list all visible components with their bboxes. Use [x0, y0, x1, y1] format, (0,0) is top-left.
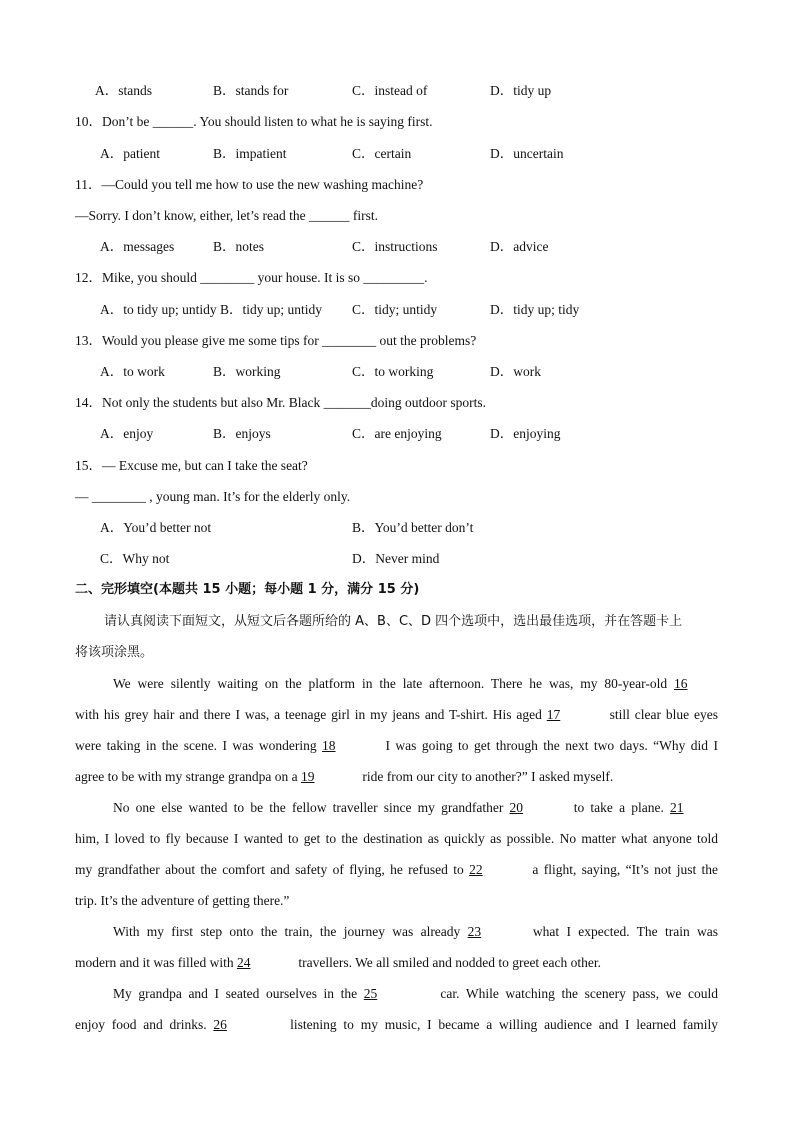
section-instruction-cont: 将该项涂黑。: [75, 645, 154, 660]
blank-19[interactable]: 19: [301, 769, 315, 784]
q13-option-b[interactable]: B．working: [213, 364, 281, 379]
q11-stem: 11．—Could you tell me how to use the new washing machine?: [75, 177, 424, 192]
blank-26[interactable]: 26: [213, 1017, 227, 1032]
passage-line: my grandfather about the comfort and safety of flying, he refused to 22 a flight, saying, “It’s not just the: [75, 862, 719, 877]
blank-16[interactable]: 16: [674, 676, 688, 691]
passage-line: him, I loved to fly because I wanted to get to the destination as quickly as possible. No matter what anyone told: [75, 831, 718, 846]
q15-option-b[interactable]: B．You’d better don’t: [352, 520, 474, 535]
q11-option-a[interactable]: A．messages: [100, 239, 175, 254]
q9-option-c[interactable]: C．instead of: [352, 83, 428, 98]
passage-line: were taking in the scene. I was wondering 18 I was going to get through the next two days. “Why did I: [75, 738, 718, 753]
q15-stem: 15．— Excuse me, but can I take the seat?: [75, 458, 308, 473]
section-instruction: 请认真阅读下面短文，从短文后各题所给的 A、B、C、D 四个选项中，选出最佳选项，并在答题卡上: [104, 614, 683, 629]
q9-option-a[interactable]: A．stands: [95, 83, 152, 98]
q10-option-b[interactable]: B．impatient: [213, 146, 287, 161]
q14-stem: 14．Not only the students but also Mr. Black _______doing outdoor sports.: [75, 395, 486, 410]
passage-line: My grandpa and I seated ourselves in the 25 car. While watching the scenery pass, we could: [113, 986, 719, 1001]
passage-line: With my first step onto the train, the journey was already 23 what I expected. The train was: [113, 924, 719, 939]
q13-stem: 13．Would you please give me some tips for ________ out the problems?: [75, 333, 477, 348]
blank-20[interactable]: 20: [509, 800, 524, 815]
q12-stem: 12．Mike, you should ________ your house. It is so _________.: [75, 270, 428, 285]
q14-option-a[interactable]: A．enjoy: [100, 426, 154, 441]
q11-stem-reply: —Sorry. I don’t know, either, let’s read the ______ first.: [75, 208, 379, 223]
q14-option-b[interactable]: B．enjoys: [213, 426, 271, 441]
blank-22[interactable]: 22: [469, 862, 483, 877]
blank-18[interactable]: 18: [322, 738, 336, 753]
q12-option-ab[interactable]: A．to tidy up; untidy B．tidy up; untidy: [100, 302, 323, 317]
q10-option-d[interactable]: D．uncertain: [490, 146, 564, 161]
q13-option-d[interactable]: D．work: [490, 364, 541, 379]
blank-21[interactable]: 21: [670, 800, 684, 815]
q9-option-b[interactable]: B．stands for: [213, 83, 289, 98]
q15-option-c[interactable]: C．Why not: [100, 551, 170, 566]
q12-option-c[interactable]: C．tidy; untidy: [352, 302, 438, 317]
q11-option-d[interactable]: D．advice: [490, 239, 549, 254]
q10-option-a[interactable]: A．patient: [100, 146, 160, 161]
passage-line: modern and it was filled with 24 travellers. We all smiled and nodded to greet each other.: [75, 955, 602, 970]
blank-25[interactable]: 25: [363, 986, 378, 1001]
passage-line: with his grey hair and there I was, a teenage girl in my jeans and T-shirt. His aged 17 still clear blue eyes: [75, 707, 719, 722]
passage-line: enjoy food and drinks. 26 listening to my music, I became a willing audience and I learned family: [75, 1017, 719, 1032]
q9-option-d[interactable]: D．tidy up: [490, 83, 552, 98]
passage-line: No one else wanted to be the fellow traveller since my grandfather 20 to take a plane. 21: [75, 799, 718, 830]
q14-option-c[interactable]: C．are enjoying: [352, 426, 442, 441]
section-title: 二、完形填空(本题共 15 小题；每小题 1 分，满分 15 分): [75, 582, 420, 597]
passage-line: We were silently waiting on the platform in the late afternoon. There he was, my 80-year-old 16: [75, 675, 718, 706]
q10-option-c[interactable]: C．certain: [352, 146, 412, 161]
q15-option-a[interactable]: A．You’d better not: [100, 520, 212, 535]
q12-option-d[interactable]: D．tidy up; tidy: [490, 302, 580, 317]
blank-23[interactable]: 23: [467, 924, 482, 939]
blank-17[interactable]: 17: [546, 707, 561, 722]
passage-line: trip. It’s the adventure of getting there.”: [75, 893, 290, 908]
passage-line: agree to be with my strange grandpa on a 19 ride from our city to another?” I asked myself.: [75, 769, 614, 784]
q11-option-b[interactable]: B．notes: [213, 239, 265, 254]
q13-option-a[interactable]: A．to work: [100, 364, 165, 379]
q15-stem-reply: — ________ , young man. It’s for the elderly only.: [75, 489, 351, 504]
q10-stem: 10．Don’t be ______. You should listen to what he is saying first.: [75, 114, 433, 129]
q15-option-d[interactable]: D．Never mind: [352, 551, 440, 566]
blank-24[interactable]: 24: [236, 955, 251, 970]
passage: [75, 675, 718, 1047]
q14-option-d[interactable]: D．enjoying: [490, 426, 561, 441]
q11-option-c[interactable]: C．instructions: [352, 239, 438, 254]
q13-option-c[interactable]: C．to working: [352, 364, 434, 379]
